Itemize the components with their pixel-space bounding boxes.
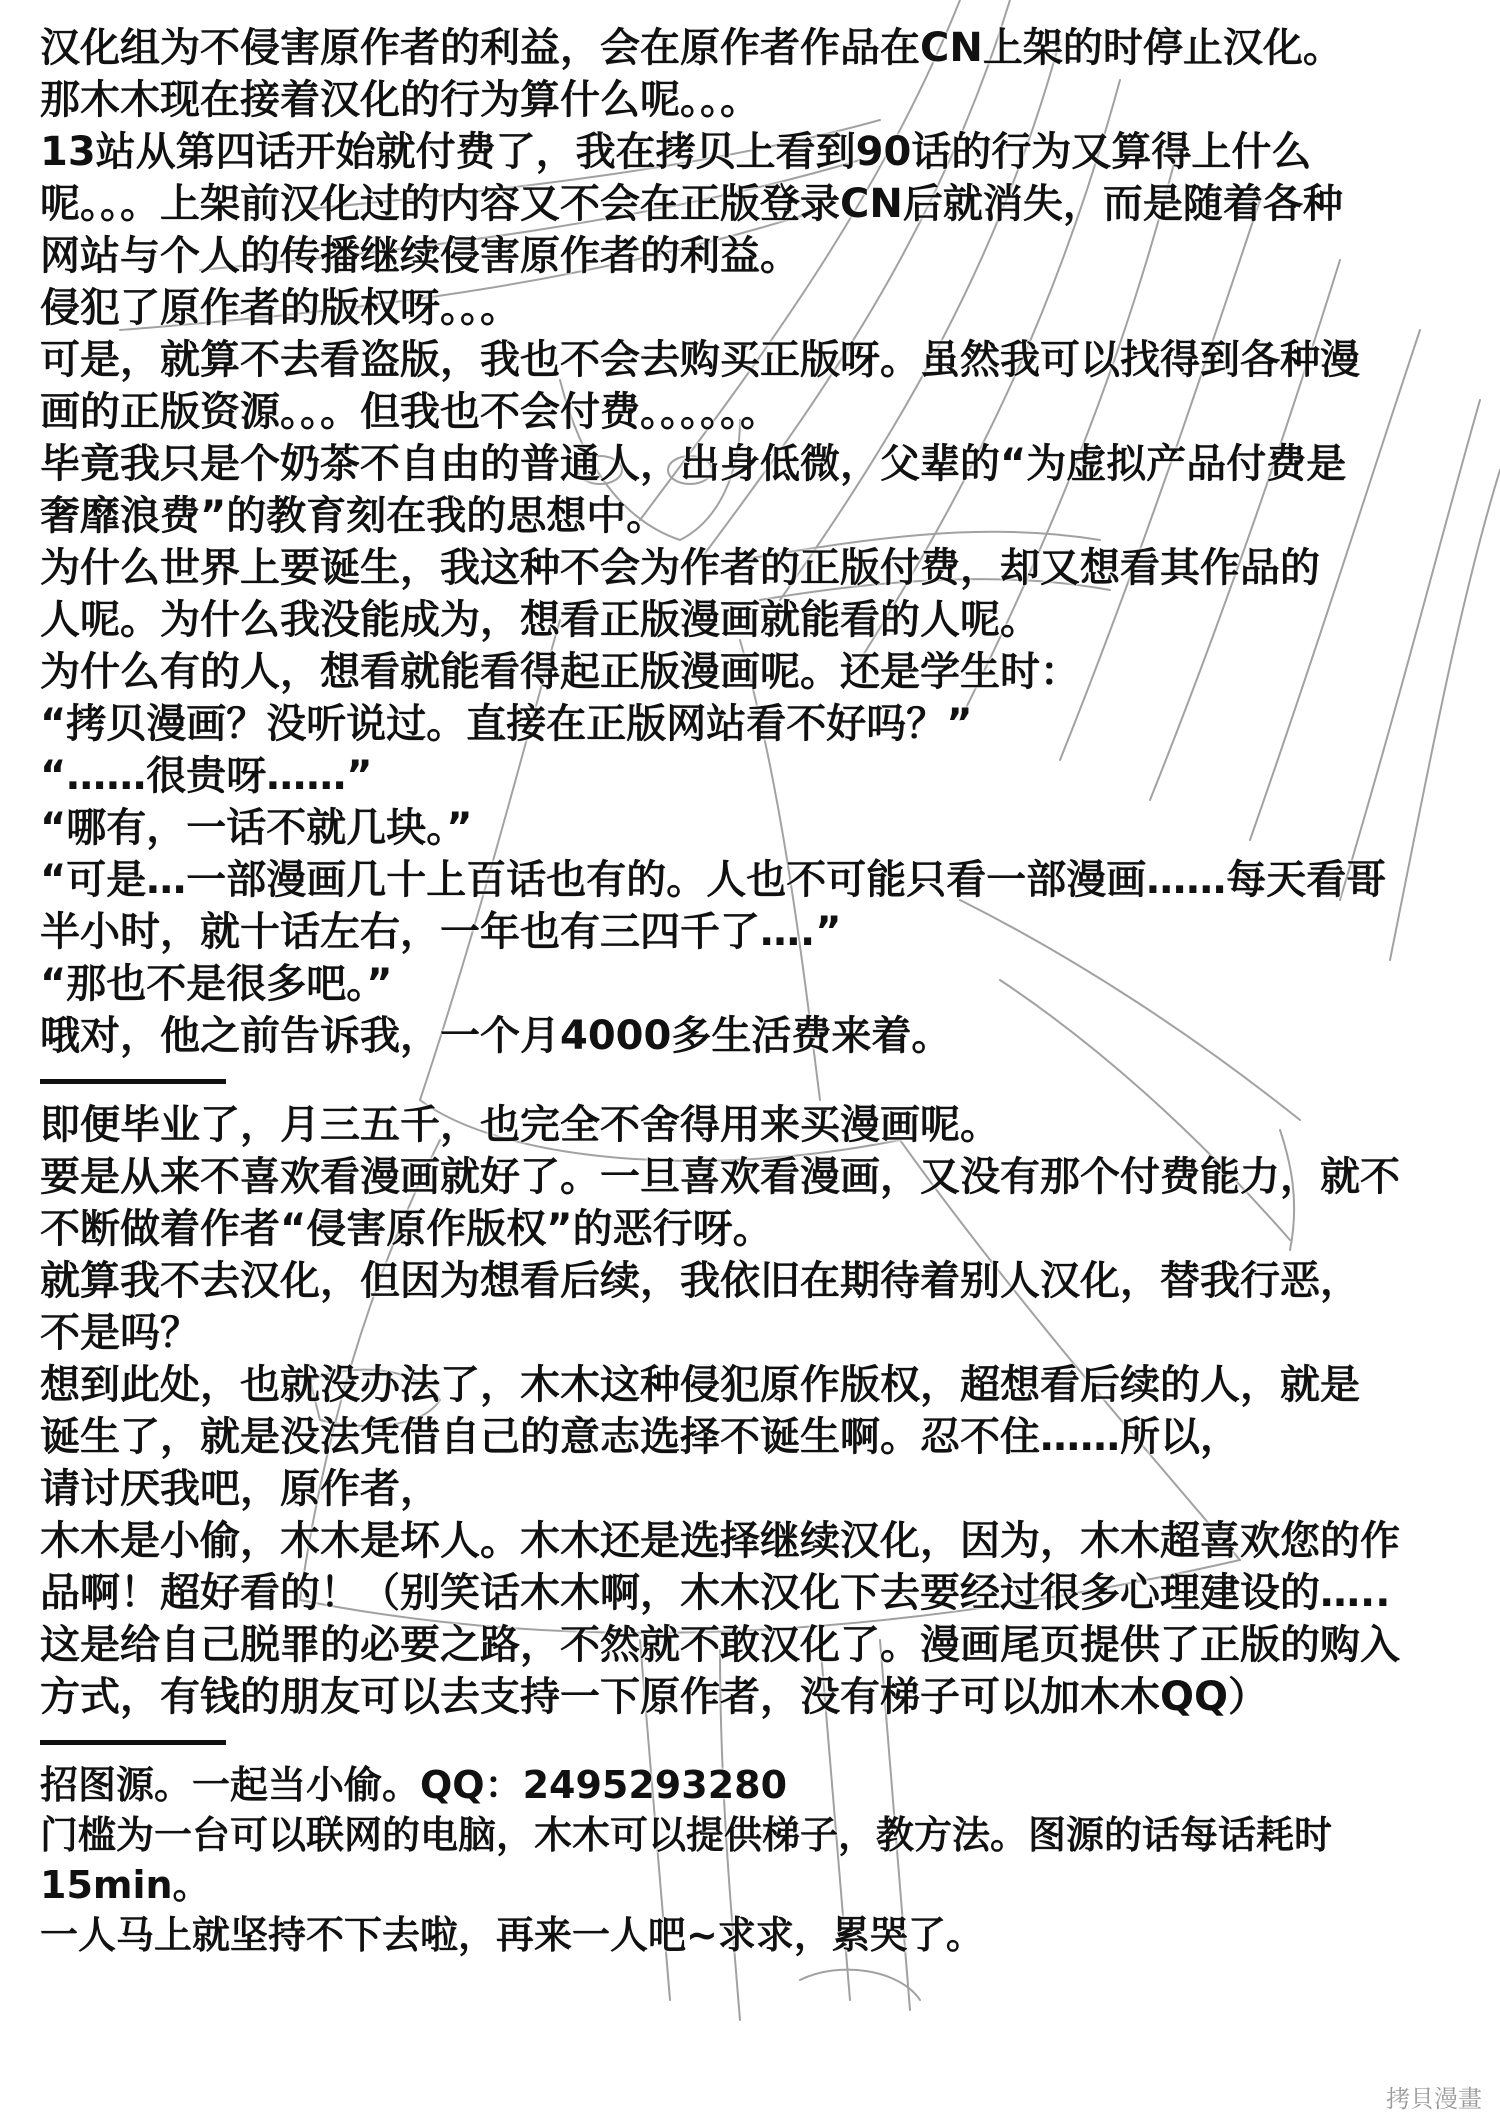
text-line: 这是给自己脱罪的必要之路，不然就不敢汉化了。漫画尾页提供了正版的购入 xyxy=(40,1622,1400,1668)
text-line: 可是，就算不去看盗版，我也不会去购买正版呀。虽然我可以找得到各种漫 xyxy=(40,337,1360,383)
text-line: 网站与个人的传播继续侵害原作者的利益。 xyxy=(40,233,800,279)
section-after-graduation xyxy=(40,1099,1480,1723)
text-line: 为什么有的人，想看就能看得起正版漫画呢。还是学生时： xyxy=(40,649,1080,695)
text-line: 哦对，他之前告诉我，一个月4000多生活费来着。 xyxy=(40,1013,952,1059)
text-line: 奢靡浪费”的教育刻在我的思想中。 xyxy=(40,493,667,539)
recruit-line: 招图源。一起当小偷。QQ：2495293280 xyxy=(40,1763,788,1807)
text-line: 那木木现在接着汉化的行为算什么呢。。。 xyxy=(40,77,760,123)
section-recruitment xyxy=(40,1760,1480,1960)
section-divider xyxy=(40,1740,226,1745)
text-line: 请讨厌我吧，原作者， xyxy=(40,1466,440,1512)
recruit-line: 一人马上就坚持不下去啦，再来一人吧~求求，累哭了。 xyxy=(40,1913,984,1957)
section-divider xyxy=(40,1079,226,1084)
text-line: 想到此处，也就没办法了，木木这种侵犯原作版权，超想看后续的人，就是 xyxy=(40,1362,1360,1408)
text-line: “可是…一部漫画几十上百话也有的。人也不可能只看一部漫画……每天看哥 xyxy=(40,857,1387,903)
text-line: 方式，有钱的朋友可以去支持一下原作者，没有梯子可以加木木QQ） xyxy=(40,1674,1269,1720)
recruit-line: 15min。 xyxy=(40,1863,211,1907)
text-line: 侵犯了原作者的版权呀。。。 xyxy=(40,285,520,331)
text-line: 画的正版资源。。。但我也不会付费。。。。。。 xyxy=(40,389,780,435)
text-line: 汉化组为不侵害原作者的利益，会在原作者作品在CN上架的时停止汉化。 xyxy=(40,25,1343,71)
text-line: 不是吗？ xyxy=(40,1310,200,1356)
text-line: 不断做着作者“侵害原作版权”的恶行呀。 xyxy=(40,1206,773,1252)
text-line: “……很贵呀……” xyxy=(40,753,373,799)
document-body xyxy=(40,22,1480,1960)
recruit-line: 门槛为一台可以联网的电脑，木木可以提供梯子，教方法。图源的话每话耗时 xyxy=(40,1813,1333,1857)
text-line: 木木是小偷，木木是坏人。木木还是选择继续汉化，因为，木木超喜欢您的作 xyxy=(40,1518,1400,1564)
text-line: 半小时，就十话左右，一年也有三四千了….” xyxy=(40,909,842,955)
site-watermark: 拷貝漫畫 xyxy=(1386,2085,1482,2113)
section-main-text xyxy=(40,22,1480,1062)
text-line: 诞生了，就是没法凭借自己的意志选择不诞生啊。忍不住……所以， xyxy=(40,1414,1240,1460)
text-line: 人呢。为什么我没能成为，想看正版漫画就能看的人呢。 xyxy=(40,597,1040,643)
text-line: “拷贝漫画？没听说过。直接在正版网站看不好吗？” xyxy=(40,701,973,747)
text-line: “哪有，一话不就几块。” xyxy=(40,805,473,851)
text-line: 13站从第四话开始就付费了，我在拷贝上看到90话的行为又算得上什么 xyxy=(40,129,1312,175)
text-line: 就算我不去汉化，但因为想看后续，我依旧在期待着别人汉化，替我行恶， xyxy=(40,1258,1360,1304)
text-line: 品啊！超好看的！（别笑话木木啊，木木汉化下去要经过很多心理建设的….. xyxy=(40,1570,1391,1616)
text-line: 呢。。。上架前汉化过的内容又不会在正版登录CN后就消失，而是随着各种 xyxy=(40,181,1343,227)
text-line: 毕竟我只是个奶茶不自由的普通人，出身低微，父辈的“为虚拟产品付费是 xyxy=(40,441,1347,487)
text-line: 要是从来不喜欢看漫画就好了。一旦喜欢看漫画，又没有那个付费能力，就不 xyxy=(40,1154,1400,1200)
text-line: “那也不是很多吧。” xyxy=(40,961,393,1007)
text-line: 为什么世界上要诞生，我这种不会为作者的正版付费，却又想看其作品的 xyxy=(40,545,1320,591)
text-line: 即便毕业了，月三五千，也完全不舍得用来买漫画呢。 xyxy=(40,1102,1000,1148)
